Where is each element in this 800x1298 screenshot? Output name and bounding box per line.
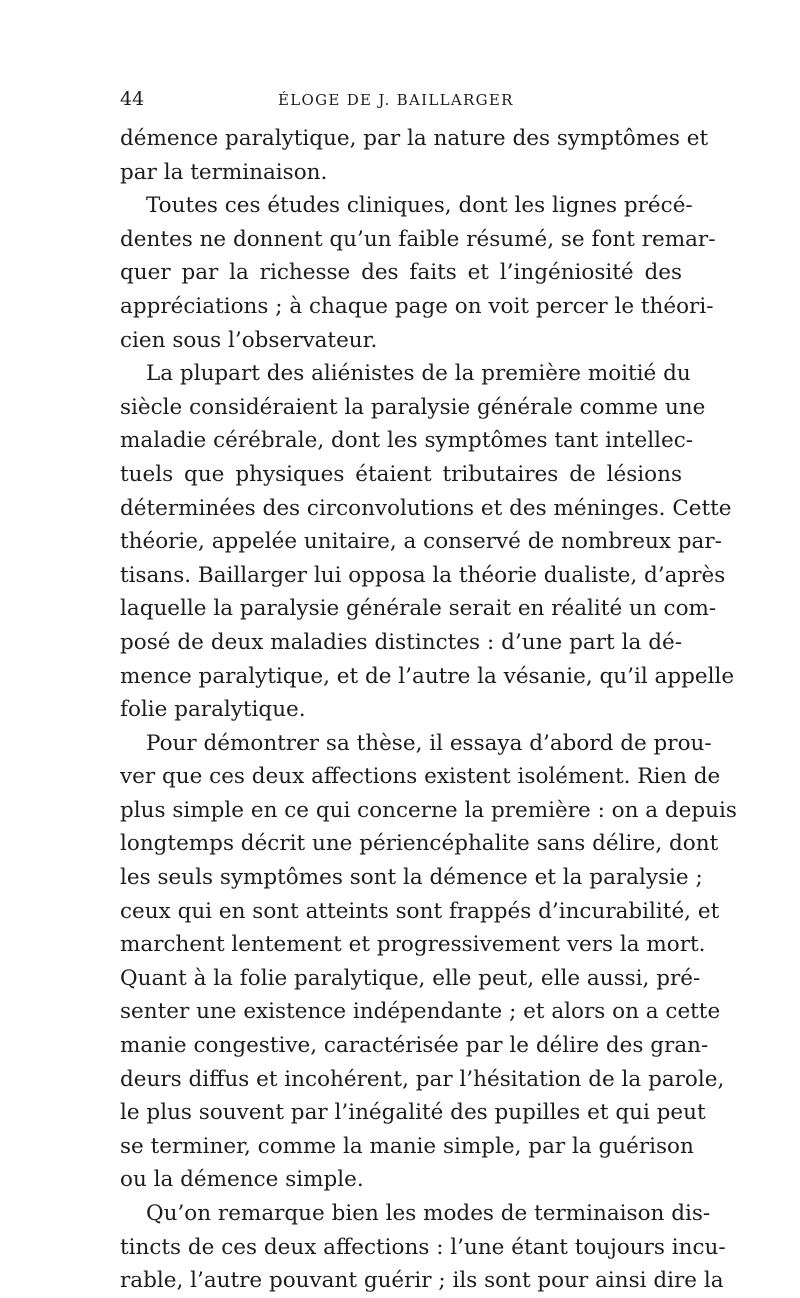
text-line: appréciations ; à chaque page on voit percer le théori- — [120, 293, 714, 319]
book-page — [120, 88, 737, 1298]
text-line: se terminer, comme la manie simple, par la guérison — [120, 1133, 694, 1159]
text-line: La plupart des aliénistes de la première moitié du — [146, 361, 691, 387]
text-line: les seuls symptômes sont la démence et la paralysie ; — [120, 865, 703, 891]
text-line: démence paralytique, par la nature des symptômes et — [120, 126, 709, 151]
running-title: ÉLOGE DE J. BAILLARGER — [278, 91, 514, 109]
text-line: posé de deux maladies distinctes : d’une part la dé- — [120, 629, 682, 655]
text-line: deurs diffus et incohérent, par l’hésitation de la parole, — [120, 1066, 725, 1092]
body-text — [120, 122, 737, 1298]
text-line: marchent lentement et progressivement vers la mort. — [120, 932, 706, 958]
text-line: ceux qui en sont atteints sont frappés d’incurabilité, et — [120, 898, 720, 924]
text-line: laquelle la paralysie générale serait en réalité un com- — [120, 596, 717, 622]
text-line: tuels que physiques étaient tributaires de lésions — [120, 461, 682, 487]
text-line: cien sous l’observateur. — [120, 327, 378, 353]
text-line: Pour démontrer sa thèse, il essaya d’abord de prou- — [146, 730, 712, 756]
text-line: rable, l’autre pouvant guérir ; ils sont pour ainsi dire la — [120, 1268, 724, 1294]
text-line: mence paralytique, et de l’autre la vésanie, qu’il appelle — [120, 663, 735, 689]
text-line: plus simple en ce qui concerne la première : on a depuis — [120, 797, 737, 823]
text-line: ou la démence simple. — [120, 1167, 364, 1193]
text-line: longtemps décrit une périencéphalite sans délire, dont — [120, 831, 719, 857]
page-number: 44 — [120, 88, 145, 110]
running-head — [120, 88, 682, 122]
text-line: maladie cérébrale, dont les symptômes tant intellec- — [120, 428, 694, 454]
text-line: tisans. Baillarger lui opposa la théorie dualiste, d’après — [120, 562, 726, 588]
text-line: Qu’on remarque bien les modes de terminaison dis- — [146, 1201, 711, 1226]
text-line: par la terminaison. — [120, 159, 328, 185]
text-line: siècle considéraient la paralysie générale comme une — [120, 394, 706, 420]
text-line: manie congestive, caractérisée par le délire des gran- — [120, 1033, 709, 1059]
text-line: Quant à la folie paralytique, elle peut, elle aussi, pré- — [120, 965, 701, 991]
text-line: folie paralytique. — [120, 697, 306, 723]
text-line: quer par la richesse des faits et l’ingéniosité des — [120, 260, 682, 286]
text-line: senter une existence indépendante ; et alors on a cette — [120, 999, 721, 1025]
text-line: ver que ces deux affections existent isolément. Rien de — [120, 764, 721, 790]
text-line: dentes ne donnent qu’un faible résumé, se font remar- — [120, 226, 716, 252]
text-line: théorie, appelée unitaire, a conservé de nombreux par- — [120, 529, 722, 555]
text-line: tincts de ces deux affections : l’une étant toujours incu- — [120, 1234, 726, 1260]
text-line: déterminées des circonvolutions et des méninges. Cette — [120, 495, 732, 521]
text-line: Toutes ces études cliniques, dont les lignes précé- — [146, 193, 693, 219]
text-line: le plus souvent par l’inégalité des pupilles et qui peut — [120, 1100, 706, 1126]
